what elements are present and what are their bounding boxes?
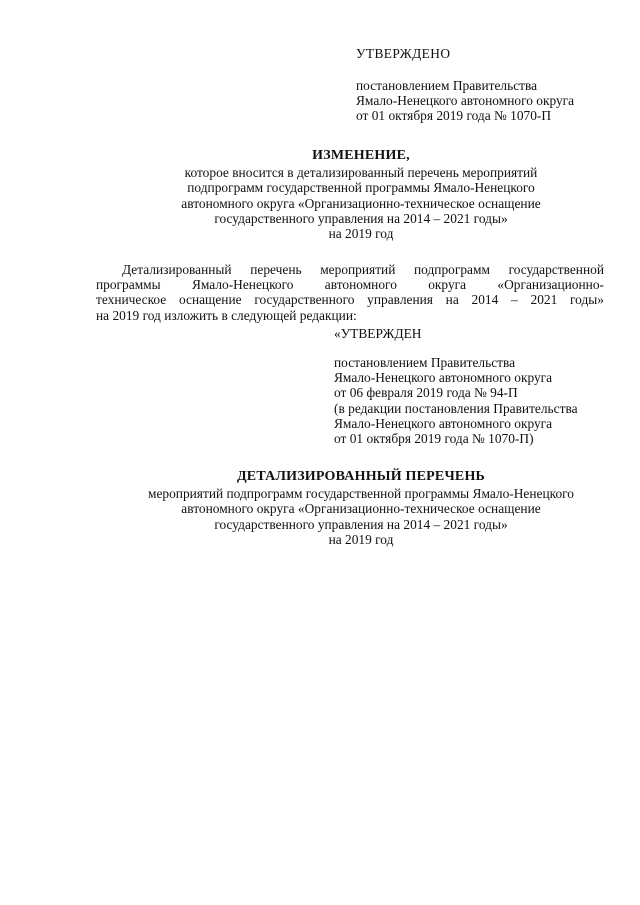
paragraph-line: техническое оснащение государственного управления на 2014 – 2021 годы»	[96, 292, 604, 308]
change-subtitle-line: государственного управления на 2014 – 2021 годы»	[214, 210, 508, 226]
body-paragraph	[96, 262, 604, 323]
paragraph-line: Детализированный перечень мероприятий подпрограмм государственной	[122, 262, 604, 277]
paragraph-line: программы Ямало-Ненецкого автономного округа «Организационно-	[96, 277, 604, 293]
list-subtitle-line: мероприятий подпрограмм государственной программы Ямало-Ненецкого	[147, 486, 575, 502]
change-heading: ИЗМЕНЕНИЕ,	[312, 148, 410, 163]
change-title-block	[96, 148, 626, 241]
list-subtitle-line: государственного управления на 2014 – 2021 годы»	[214, 516, 508, 532]
nested-approval-line: от 01 октября 2019 года № 1070-П)	[334, 431, 534, 447]
approval-line: Ямало-Ненецкого автономного округа	[356, 93, 575, 109]
change-subtitle-line: которое вносится в детализированный перечень мероприятий	[184, 165, 538, 181]
nested-approval-details	[334, 355, 578, 446]
list-title-block	[96, 469, 626, 547]
nested-approval-line: Ямало-Ненецкого автономного округа	[334, 370, 553, 386]
change-subtitle-line: на 2019 год	[328, 226, 394, 242]
approval-details	[356, 78, 574, 124]
approval-line: постановлением Правительства	[356, 78, 538, 93]
nested-approval-line: Ямало-Ненецкого автономного округа	[334, 415, 553, 431]
nested-approval-line: постановлением Правительства	[334, 355, 516, 370]
change-subtitle-line: подпрограмм государственной программы Ямало-Ненецкого	[187, 180, 535, 196]
nested-approval-line: (в редакции постановления Правительства	[334, 400, 578, 416]
approval-line: от 01 октября 2019 года № 1070-П	[356, 108, 552, 124]
nested-approval-line: от 06 февраля 2019 года № 94-П	[334, 385, 518, 401]
nested-approval-title: «УТВЕРЖДЕН	[334, 326, 422, 341]
change-subtitle-line: автономного округа «Организационно-техническое оснащение	[181, 195, 541, 211]
list-heading: ДЕТАЛИЗИРОВАННЫЙ ПЕРЕЧЕНЬ	[236, 469, 486, 484]
list-subtitle-line: автономного округа «Организационно-техническое оснащение	[181, 501, 541, 517]
approval-title: УТВЕРЖДЕНО	[356, 46, 451, 61]
list-subtitle-line: на 2019 год	[328, 531, 394, 547]
paragraph-line: на 2019 год изложить в следующей редакции:	[96, 307, 357, 323]
